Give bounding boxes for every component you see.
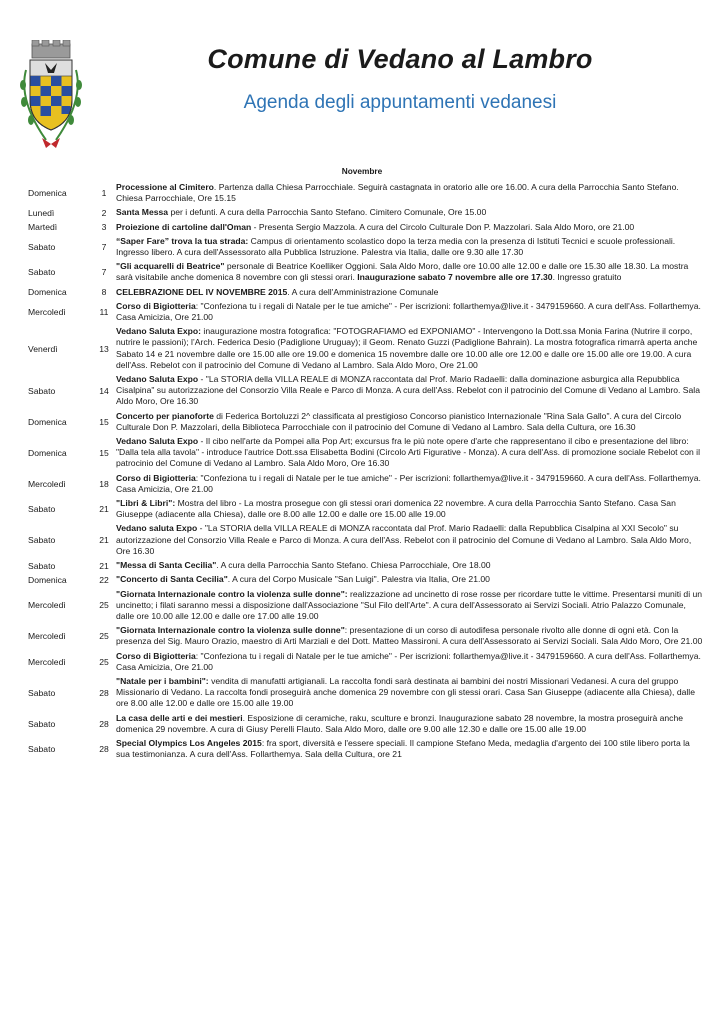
event-title: La casa delle arti e dei mestieri bbox=[116, 712, 243, 723]
event-date: 11 bbox=[99, 307, 109, 318]
event-title: Vedano Saluta Expo bbox=[116, 436, 199, 447]
event-day: Mercoledì bbox=[28, 478, 66, 489]
event-title: Concerto per pianoforte bbox=[116, 410, 214, 421]
agenda-list bbox=[28, 182, 704, 763]
event-details: : "Confeziona tu i regali di Natale per le tue amiche" - Per iscrizioni: follarthemya@live.it - 3479159660. A cura dell'Ass. Follarthemya. Casa Amicizia, Ore 21.00 bbox=[116, 472, 701, 494]
agenda-row bbox=[28, 676, 704, 710]
event-day: Sabato bbox=[28, 385, 56, 396]
event-title: "Gli acquarelli di Beatrice" bbox=[116, 261, 225, 272]
event-date: 25 bbox=[99, 631, 109, 642]
event-description bbox=[116, 236, 704, 258]
agenda-row bbox=[28, 589, 704, 623]
event-day: Martedì bbox=[28, 222, 58, 233]
event-day: Sabato bbox=[28, 718, 56, 729]
event-date: 25 bbox=[99, 656, 109, 667]
event-details: personale di Beatrice Koelliker Oggioni. Sala Aldo Moro, dalle ore 10.00 alle 12.00 e dalle ore 15.30 alle 18.30. La mostra sarà visitabile anche domenica 8 novembre con gli stessi orari. bbox=[116, 261, 689, 283]
agenda-row bbox=[28, 436, 704, 470]
event-day: Domenica bbox=[28, 287, 67, 298]
event-description bbox=[116, 676, 704, 710]
agenda-row bbox=[28, 473, 704, 495]
event-title: Corso di Bigiotteria bbox=[116, 300, 196, 311]
agenda-row bbox=[28, 574, 704, 585]
event-title: Special Olympics Los Angeles 2015 bbox=[116, 737, 262, 748]
event-details: : "Confeziona tu i regali di Natale per le tue amiche" - Per iscrizioni: follarthemya@live.it - 3479159660. A cura dell'Ass. Follarthemya. Casa Amicizia, Ore 21.00 bbox=[116, 650, 701, 672]
agenda-row bbox=[28, 651, 704, 673]
event-details: Campus di orientamento scolastico dopo la terza media con la presenza di Istituti Tecnici e scuole professionali. Ingresso libero. A cura dell'Assessorato alla Pubblica Istruzione. Palestra via Italia, dalle ore 9.30 alle 17.30 bbox=[116, 235, 676, 258]
event-details: Mostra del libro - La mostra prosegue con gli stessi orari domenica 22 novembre. A cura della Parrocchia Santo Stefano. Casa San Giuseppe (adiacente alla Chiesa), dalle ore 8.00 alle 12.00 e dalle ore 15.00 alle 19.00 bbox=[116, 498, 676, 520]
event-details: . A cura della Parrocchia Santo Stefano. Chiesa Parrocchiale, Ore 18.00 bbox=[216, 560, 491, 571]
event-details: : fra sport, diversità e l'essere speciali. Il campione Stefano Meda, medaglia d'argento dei 100 stile libero porta la sua testimonianza. A cura dell'Ass. Follarthemya. Sala della Cultura, ore 21 bbox=[116, 737, 690, 760]
event-title: Santa Messa bbox=[116, 207, 169, 218]
event-description bbox=[116, 589, 704, 623]
event-details: vendita di manufatti artigianali. La raccolta fondi sarà destinata ai bambini dei nostri Missionari Vedanesi. A cura del gruppo Missionario di Vedano. La raccolta fondi proseguirà anche domenica 29 novembre con gli stessi orari. Casa San Giuseppe (adiacente alla Chiesa), dalle ore 8.00 alle 12.00 e dalle ore 15.00 alle 19.00 bbox=[116, 675, 695, 709]
event-date: 21 bbox=[99, 504, 109, 515]
event-details: - Il cibo nell'arte da Pompei alla Pop Art; excursus fra le più note opere d'arte che rappresentano il cibo e presentazione del libro: "Dalla tela alla tavola" - introduce l'autrice Dott.ssa Elisabetta Bodini (Circolo Arti Figurative - Monza). A cura dell'Ass. di promozione sociale Rebelot con il patrocinio del Comune di Vedano al Lambro. Sala Aldo Moro, Ore 16.30 bbox=[116, 436, 701, 469]
agenda-row bbox=[28, 523, 704, 557]
event-title: Vedano Saluta Expo: bbox=[116, 326, 202, 337]
event-date: 25 bbox=[99, 600, 109, 611]
event-title: Processione al Cimitero bbox=[116, 182, 214, 192]
event-description bbox=[116, 713, 704, 735]
event-date: 1 bbox=[101, 188, 107, 199]
event-description bbox=[116, 523, 704, 557]
event-day: Sabato bbox=[28, 687, 56, 698]
event-description bbox=[116, 207, 704, 218]
event-details: . A cura dell'Amministrazione Comunale bbox=[287, 286, 439, 297]
event-date: 21 bbox=[99, 535, 109, 546]
event-details: - "La STORIA della VILLA REALE di MONZA raccontata dal Prof. Mario Radaelli: dalla Repubblica Cisalpina al XXI Secolo" su autorizzazione del Consorzio Villa Reale e Parco di Monza. A cura dell'Ass. Rebelot con il patrocinio del Comune di Vedano al Lambro. Sala Aldo Moro, Ore 16.30 bbox=[116, 523, 692, 556]
agenda-row bbox=[28, 374, 704, 408]
event-day: Mercoledì bbox=[28, 656, 66, 667]
event-day: Sabato bbox=[28, 504, 56, 515]
event-date: 28 bbox=[99, 744, 109, 755]
coat-of-arms-icon bbox=[16, 40, 86, 150]
event-title: Proiezione di cartoline dall'Oman bbox=[116, 221, 252, 232]
event-details: per i defunti. A cura della Parrocchia Santo Stefano. Cimitero Comunale, Ore 15.00 bbox=[168, 207, 487, 218]
agenda-row bbox=[28, 182, 704, 204]
event-description bbox=[116, 411, 704, 433]
event-day: Sabato bbox=[28, 242, 56, 253]
agenda-row bbox=[28, 560, 704, 571]
agenda-row bbox=[28, 222, 704, 233]
event-date: 8 bbox=[101, 287, 107, 298]
event-description bbox=[116, 560, 704, 571]
event-day: Sabato bbox=[28, 560, 56, 571]
event-title: "Concerto di Santa Cecilia" bbox=[116, 574, 228, 585]
event-title: Corso di Bigiotteria bbox=[116, 650, 196, 661]
event-description bbox=[116, 738, 704, 760]
event-date: 15 bbox=[99, 447, 109, 458]
page-subtitle: Agenda degli appuntamenti vedanesi bbox=[243, 92, 557, 113]
event-details: inaugurazione mostra fotografica: "FOTOGRAFIAMO ed EXPONIAMO" - Intervengono la Dott.ssa Monia Farina (Nutrire il corpo, nutrire le passioni); l’Arch. Federica Desio (Padiglione Uruguay); il Geom. Renato Guzzi (Padiglione Bahrain). La mostra fotografica rimarrà aperta anche Sabato 14 e 21 novembre dalle ore 15.00 alle ore 19.00 e domenica 15 novembre dalle ore 10.00 alle ore 12.00 e dalle ore 15.00 alle ore 19.00. A cura dell'Ass. Rebelot con il patrocinio del Comune di Vedano al Lambro. Sala Aldo Moro, Ore 21.00 bbox=[116, 326, 698, 370]
event-title: Vedano Saluta Expo bbox=[116, 374, 199, 385]
event-date: 18 bbox=[99, 478, 109, 489]
event-date: 3 bbox=[101, 222, 107, 233]
event-title: Corso di Bigiotteria bbox=[116, 472, 196, 483]
agenda-row bbox=[28, 301, 704, 323]
month-heading: Novembre bbox=[341, 166, 383, 176]
event-date: 7 bbox=[101, 267, 107, 278]
event-details: . Esposizione di ceramiche, raku, sculture e bronzi. Inaugurazione sabato 28 novembre, la mostra proseguirà anche domenica 29 novembre. A cura di Giusy Perelli Flauto. Sala Aldo Moro, dalle ore 9.00 alle 12.30 e dalle ore 15.00 alle 19.00 bbox=[116, 712, 684, 734]
event-title: CELEBRAZIONE DEL IV NOVEMBRE 2015 bbox=[116, 286, 288, 297]
event-title: "Libri & Libri": bbox=[116, 498, 176, 509]
event-day: Sabato bbox=[28, 267, 56, 278]
event-details: . A cura del Corpo Musicale "San Luigi". Palestra via Italia, Ore 21.00 bbox=[227, 574, 490, 585]
event-title: Inaugurazione sabato 7 novembre alle ore 17.30 bbox=[357, 272, 553, 283]
event-date: 7 bbox=[101, 242, 107, 253]
event-day: Venerdì bbox=[28, 343, 58, 354]
event-description bbox=[116, 301, 704, 323]
event-description bbox=[116, 261, 704, 283]
event-title: "Giornata Internazionale contro la violenza sulle donne" bbox=[116, 625, 345, 636]
event-date: 22 bbox=[99, 574, 109, 585]
agenda-row bbox=[28, 326, 704, 371]
event-date: 14 bbox=[99, 385, 109, 396]
event-date: 28 bbox=[99, 718, 109, 729]
event-day: Domenica bbox=[28, 416, 67, 427]
event-description bbox=[116, 326, 704, 371]
event-date: 28 bbox=[99, 687, 109, 698]
agenda-row bbox=[28, 625, 704, 647]
event-description bbox=[116, 436, 704, 470]
agenda-row bbox=[28, 207, 704, 218]
event-title: “Saper Fare” trova la tua strada: bbox=[116, 235, 249, 246]
event-details: di Federica Bortoluzzi 2^ classificata al prestigioso Concorso pianistico Internazionale "Rina Sala Gallo". A cura del Circolo Culturale Don P. Mazzolari, della Biblioteca Parrocchiale con il patrocinio del Comune di Vedano al Lambro. Sala della Cultura, ore 16.30 bbox=[116, 410, 682, 432]
event-details: . Ingresso gratuito bbox=[552, 272, 622, 283]
event-date: 13 bbox=[99, 343, 109, 354]
agenda-row bbox=[28, 236, 704, 258]
event-description bbox=[116, 625, 704, 647]
event-description bbox=[116, 651, 704, 673]
event-day: Domenica bbox=[28, 574, 67, 585]
page-title: Comune di Vedano al Lambro bbox=[207, 44, 593, 74]
event-title: "Natale per i bambini": bbox=[116, 675, 209, 686]
page-header bbox=[0, 0, 724, 160]
event-description bbox=[116, 473, 704, 495]
event-details: : "Confeziona tu i regali di Natale per le tue amiche" - Per iscrizioni: follarthemya@live.it - 3479159660. A cura dell'Ass. Follarthemya. Casa Amicizia, Ore 21.00 bbox=[116, 300, 701, 323]
event-date: 21 bbox=[99, 560, 109, 571]
event-details: : presentazione di un corso di autodifesa personale rivolto alle donne di ogni età. Con la presenza del Sig. Mauro Orazio, maestro di Arti Marziali e del Dott. Matteo Massironi. A cura dell'Assessorato ai Servizi Sociali. Sala Aldo Moro, Ore 21.00 bbox=[116, 625, 703, 647]
agenda-row bbox=[28, 738, 704, 760]
agenda-row bbox=[28, 287, 704, 298]
event-day: Mercoledì bbox=[28, 307, 66, 318]
event-day: Domenica bbox=[28, 447, 67, 458]
agenda-row bbox=[28, 411, 704, 433]
agenda-row bbox=[28, 713, 704, 735]
agenda-row bbox=[28, 261, 704, 283]
event-date: 2 bbox=[101, 208, 107, 218]
agenda-row bbox=[28, 498, 704, 520]
event-title: "Giornata Internazionale contro la violenza sulle donne": bbox=[116, 588, 348, 599]
event-day: Sabato bbox=[28, 744, 56, 755]
event-details: - Presenta Sergio Mazzola. A cura del Circolo Culturale Don P. Mazzolari. Sala Aldo Moro, ore 21.00 bbox=[251, 221, 635, 232]
event-title: "Messa di Santa Cecilia" bbox=[116, 560, 217, 571]
event-details: . Partenza dalla Chiesa Parrocchiale. Seguirà castagnata in oratorio alle ore 16.00. A cura della Parrocchia Santo Stefano. Chiesa Parrocchiale, Ore 15.15 bbox=[116, 182, 679, 204]
event-description bbox=[116, 287, 704, 298]
event-description bbox=[116, 574, 704, 585]
event-day: Sabato bbox=[28, 535, 56, 546]
event-day: Lunedì bbox=[28, 208, 55, 218]
event-day: Mercoledì bbox=[28, 631, 66, 642]
event-day: Domenica bbox=[28, 188, 67, 199]
event-title: Vedano saluta Expo bbox=[116, 523, 198, 534]
event-description bbox=[116, 498, 704, 520]
event-details: realizzazione ad uncinetto di rose rosse per ricordare tutte le vittime. Presentarsi muniti di un uncinetto; i filati saranno messi a disposizione dall'Associazione "Sul Filo dell'Arte". A cura dell'Assessorato ai Servizi Sociali. Atrio Palazzo Comunale, dalle ore 10.00 alle 12.00 e dalle ore 17.00 alle 19.00 bbox=[116, 588, 703, 621]
event-day: Mercoledì bbox=[28, 600, 66, 611]
event-date: 15 bbox=[99, 416, 109, 427]
event-description bbox=[116, 374, 704, 408]
event-description bbox=[116, 222, 704, 233]
event-description bbox=[116, 182, 704, 204]
event-details: - "La STORIA della VILLA REALE di MONZA raccontata dal Prof. Mario Radaelli: dalla dominazione asburgica alla Repubblica Cisalpina" su autorizzazione del Consorzio Villa Reale e Parco di Monza. A cura dell'Ass. Rebelot con il patrocinio del Comune di Vedano al Lambro. Sala Aldo Moro, Ore 16.30 bbox=[116, 374, 700, 407]
